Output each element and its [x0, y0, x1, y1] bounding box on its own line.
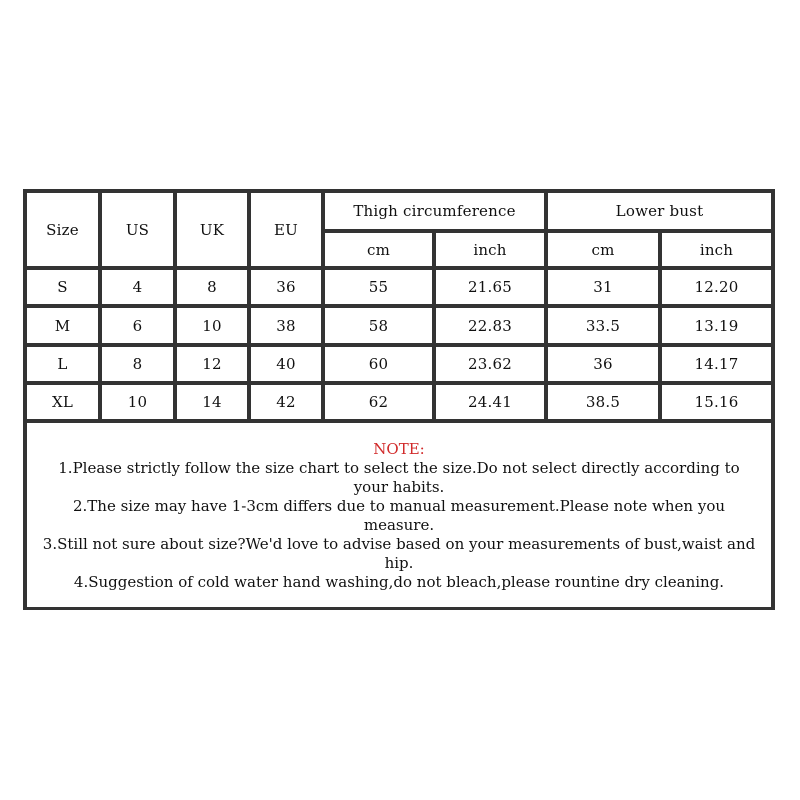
header-eu: EU [249, 191, 323, 268]
table-cell: 4 [100, 268, 175, 306]
table-cell: 21.65 [434, 268, 546, 306]
header-bust-inch: inch [660, 231, 773, 268]
table-cell: 6 [100, 306, 175, 345]
header-size: Size [25, 191, 100, 268]
header-bust-cm: cm [546, 231, 660, 268]
note-line-4: 4.Suggestion of cold water hand washing,do not bleach,please rountine dry cleaning. [73, 573, 725, 591]
table-cell: XL [25, 383, 100, 421]
header-thigh-cm: cm [323, 231, 434, 268]
header-lower-bust: Lower bust [546, 191, 773, 231]
table-cell: S [25, 268, 100, 306]
table-cell: 14.17 [660, 345, 773, 383]
table-cell: 23.62 [434, 345, 546, 383]
table-cell: 8 [100, 345, 175, 383]
table-cell: L [25, 345, 100, 383]
table-cell: 60 [323, 345, 434, 383]
table-cell: 33.5 [546, 306, 660, 345]
header-thigh-circumference: Thigh circumference [323, 191, 546, 231]
table-cell: 38.5 [546, 383, 660, 421]
table-cell: 62 [323, 383, 434, 421]
table-cell: 40 [249, 345, 323, 383]
table-cell: M [25, 306, 100, 345]
header-thigh-inch: inch [434, 231, 546, 268]
table-cell: 10 [175, 306, 249, 345]
table-cell: 42 [249, 383, 323, 421]
table-cell: 13.19 [660, 306, 773, 345]
table-cell: 14 [175, 383, 249, 421]
table-cell: 55 [323, 268, 434, 306]
table-cell: 22.83 [434, 306, 546, 345]
note-line-3: 3.Still not sure about size?We'd love to advise based on your measurements of bust,waist and hip. [42, 535, 756, 572]
table-cell: 36 [546, 345, 660, 383]
table-cell: 24.41 [434, 383, 546, 421]
note-line-2: 2.The size may have 1-3cm differs due to manual measurement.Please note when you measure. [72, 497, 726, 534]
header-uk: UK [175, 191, 249, 268]
table-cell: 36 [249, 268, 323, 306]
table-cell: 8 [175, 268, 249, 306]
table-cell: 38 [249, 306, 323, 345]
table-cell: 12 [175, 345, 249, 383]
table-cell: 31 [546, 268, 660, 306]
table-cell: 58 [323, 306, 434, 345]
table-cell: 10 [100, 383, 175, 421]
note-line-1: 1.Please strictly follow the size chart to select the size.Do not select directly according to your habits. [58, 459, 740, 496]
note-box [25, 421, 773, 609]
table-cell: 12.20 [660, 268, 773, 306]
note-title: NOTE: [373, 440, 425, 458]
table-cell: 15.16 [660, 383, 773, 421]
header-us: US [100, 191, 175, 268]
